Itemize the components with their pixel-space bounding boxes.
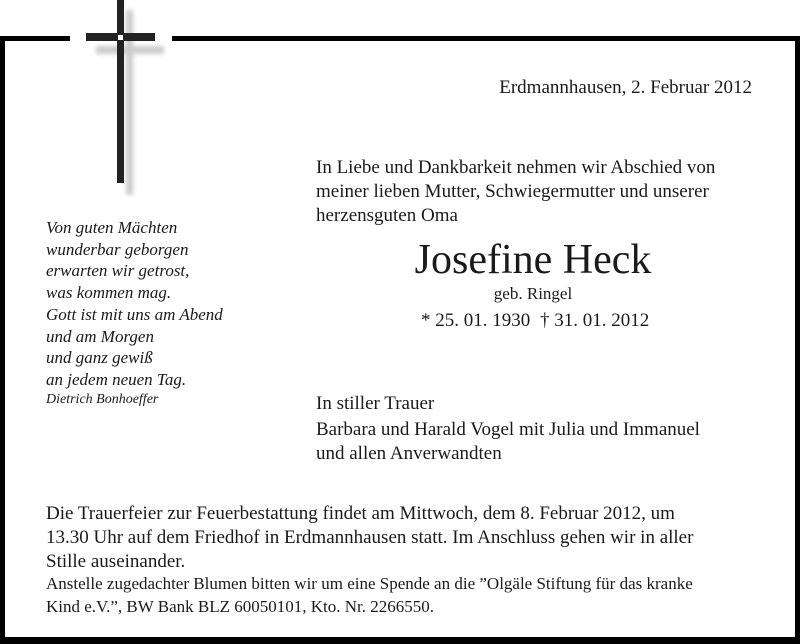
frame-top-left (0, 36, 70, 41)
poem-line: und ganz gewiß (46, 348, 153, 368)
poem-line: Von guten Mächten (46, 218, 178, 237)
notice-line-3: Stille auseinander. (46, 551, 186, 572)
poem-line: an jedem neuen Tag. (46, 369, 187, 389)
poem-line: wunderbar geborgen (46, 239, 189, 259)
notice-line-1: Die Trauerfeier zur Feuerbestattung findet am Mittwoch, dem 8. Februar 2012, um (46, 503, 675, 524)
frame-right (795, 36, 800, 644)
donation-line-2: Kind e.V.”, BW Bank BLZ 60050101, Kto. Nr. 2266550. (46, 597, 434, 616)
poem-line: was kommen mag. (46, 283, 172, 303)
deceased-name: Josefine Heck (414, 237, 652, 283)
frame-top-right (172, 36, 800, 41)
poem-author: Dietrich Bonhoeffer (46, 391, 159, 407)
maiden-name: geb. Ringel (493, 284, 573, 303)
intro-line-2: meiner lieben Mutter, Schwiegermutter und unserer (316, 181, 709, 202)
poem-line: erwarten wir getrost, (46, 261, 190, 281)
poem-line: Gott ist mit uns am Abend (46, 304, 223, 324)
place-date: Erdmannhausen, 2. Februar 2012 (499, 77, 752, 98)
death-date: † 31. 01. 2012 (540, 310, 650, 331)
frame-bottom (0, 637, 800, 644)
donation-line-1: Anstelle zugedachter Blumen bitten wir um eine Spende an die ”Olgäle Stiftung für das kranke (46, 574, 693, 593)
intro-line-1: In Liebe und Dankbarkeit nehmen wir Abschied von (316, 157, 716, 178)
birth-date: * 25. 01. 1930 (421, 310, 531, 331)
poem-line: und am Morgen (46, 326, 154, 346)
frame-left (0, 36, 5, 644)
intro-line-3: herzensguten Oma (316, 205, 458, 226)
mourners-line-2: und allen Anverwandten (316, 443, 502, 464)
notice-line-2: 13.30 Uhr auf dem Friedhof in Erdmannhausen statt. Im Anschluss gehen wir in aller (46, 527, 694, 548)
mourners-line-1: Barbara und Harald Vogel mit Julia und Immanuel (316, 419, 700, 440)
mourners-heading: In stiller Trauer (316, 393, 435, 414)
cross-icon (80, 0, 180, 200)
poem (46, 217, 223, 409)
